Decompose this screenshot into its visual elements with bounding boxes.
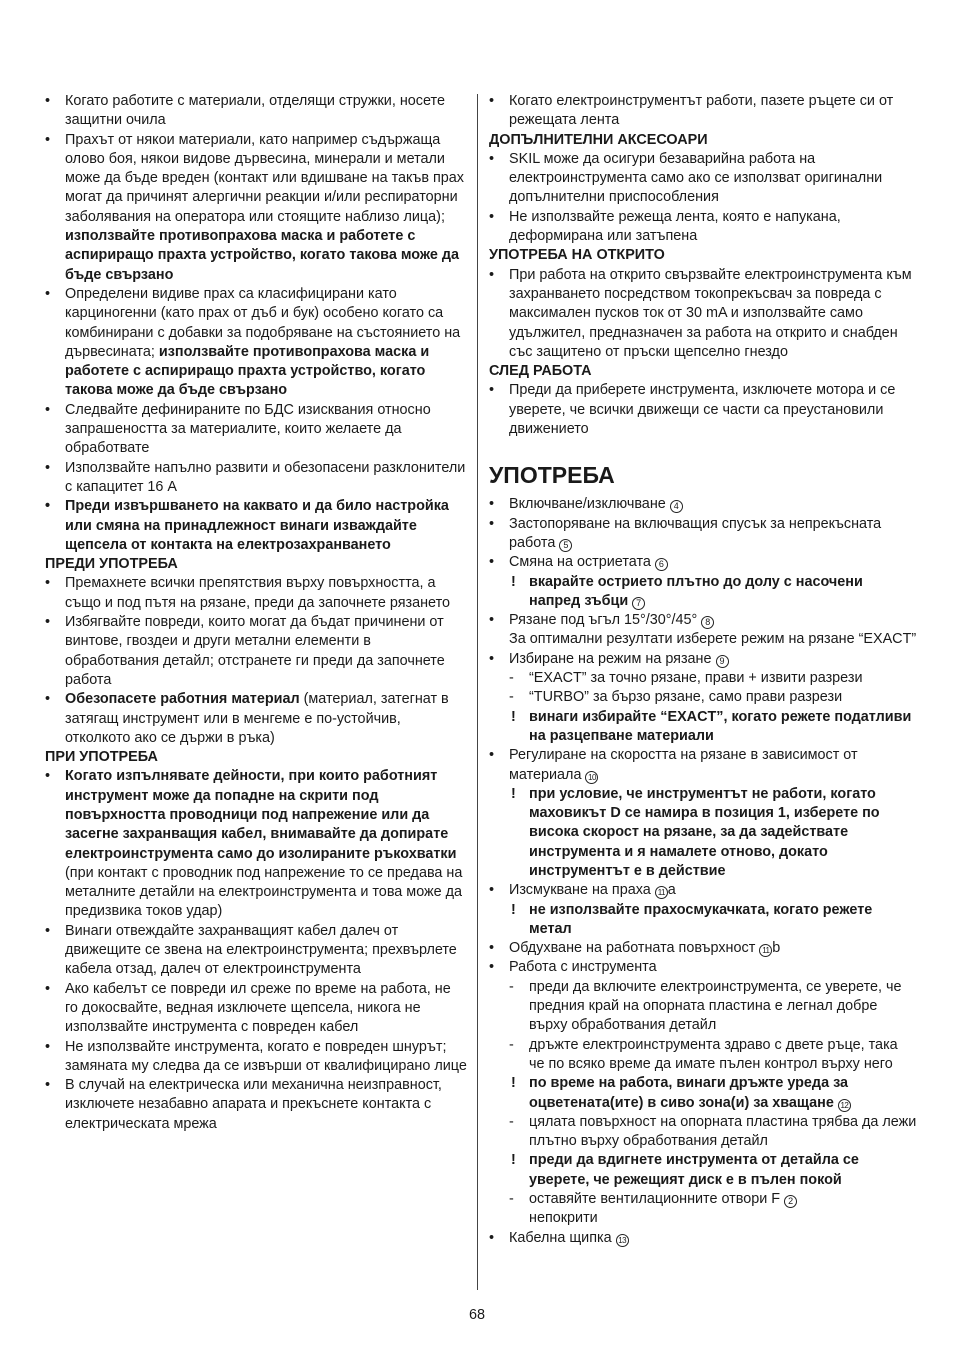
list-item: • Ако кабелът се повреди ил среже по време на работа, не го докосвайте, ведная изключете щепсела, никога не използвайте инструмента с повреден кабел <box>45 980 467 1038</box>
section-heading-accessories: ДОПЪЛНИТЕЛНИ АКСЕСОАРИ <box>489 131 708 148</box>
list-item: • Преди да приберете инструмента, изключете мотора и се уверете, че всички движещи се части са преустановили движението <box>489 381 917 439</box>
list-item: • Обдухване на работната повърхност 11 b <box>489 939 917 958</box>
figure-ref-number: 2 <box>784 1195 797 1208</box>
figure-ref-number: 12 <box>838 1099 851 1112</box>
list-item: • Рязане под ъгъл 15°/30°/45° 8 За оптимални резултати изберете режим на рязане “EXACT” <box>489 611 917 650</box>
figure-ref-number: 4 <box>670 500 683 513</box>
list-item: • Преди извършването на каквато и да било настройка или смяна на принадлежност винаги изваждайте щепсела от контакта на електрозахранването <box>45 497 467 555</box>
list-item: • Застопоряване на включващия спусък за непрекъсната работа 5 <box>489 515 917 554</box>
sub-item: - дръжте електроинструмента здраво с двете ръце, така че по всяко време да имате пълен контрол върху него <box>489 1036 917 1075</box>
list-item: • Избиране на режим на рязане 9 <box>489 650 917 669</box>
warning-item: ! по време на работа, винаги дръжте уреда за оцветената(ите) в сиво зона(и) за хващане 12 <box>489 1074 917 1113</box>
figure-ref-number: 5 <box>559 539 572 552</box>
page-number: 68 <box>468 1307 485 1323</box>
list-item: • Прахът от някои материали, като например съдържаща олово боя, някои видове дървесина, минерали и метали може да бъде вреден (контакт или вдишване на такъв прах могат да причинят алергични реакции и/или респираторни заболявания на оператора или стоящите наблизо лица); използвайте противопрахова маска и работете с аспириращо прахта устройство, когато такова може да бъде свързано <box>45 131 467 285</box>
warning-item: ! при условие, че инструментът не работи, когато маховикът D се намира в позиция 1, изберете по висока скорост на рязане, за да задействате инструмента и я намалете отново, докато инструментът е в действие <box>489 785 917 881</box>
sub-item: - преди да включите електроинструмента, се уверете, че предния край на опорната пластина е легнал добре върху обработвания детайл <box>489 978 917 1036</box>
page-title: УПОТРЕБА <box>489 462 615 489</box>
sub-item: - “TURBO” за бързо рязане, само прави разрези <box>489 688 917 707</box>
list-item: • Кабелна щипка 13 <box>489 1229 917 1248</box>
section-heading-during-use: ПРИ УПОТРЕБА <box>45 749 158 766</box>
list-item: • Обезопасете работния материал (материал, затегнат в затягащ инструмент или в менгеме е по-устойчив, отколкото ако се държи в ръка) <box>45 690 467 748</box>
list-item: • Определени видиве прах са класифицирани като карциногенни (като прах от дъб и бук) особено когато са комбинирани с добавки за подобряване на състоянието на дървесината; използвайте противопрахова маска и работете с аспириращо прахта устройство, когато такова може да бъде свързано <box>45 285 467 401</box>
list-item: • Работа с инструмента <box>489 958 917 977</box>
list-item: • Премахнете всички препятствия върху повърхността, а също и под пътя на рязане, преди да започнете рязането <box>45 574 467 613</box>
section-heading-outdoor: УПОТРЕБА НА ОТКРИТО <box>489 247 665 264</box>
warning-item: ! винаги избирайте “EXACT”, когато режете податливи на разцепване материали <box>489 708 917 747</box>
left-column <box>45 92 467 1134</box>
list-item: • Включване/изключване 4 <box>489 495 917 514</box>
list-item: • Регулиране на скоростта на рязане в зависимост от материала 10 <box>489 746 917 785</box>
figure-ref-number: 6 <box>655 558 668 571</box>
figure-ref-number: 10 <box>585 771 598 784</box>
figure-ref-number: 13 <box>616 1234 629 1247</box>
list-item: • Не използвайте инструмента, когато е повреден шнурът; замяната му следва да се извърши от квалифицирано лице <box>45 1038 467 1077</box>
list-item: • Винаги отвеждайте захранващият кабел далеч от движещите се звена на електроинструмента; прехвърлете кабела отзад, далеч от електроинструмента <box>45 922 467 980</box>
list-item: • Използвайте напълно развити и обезопасени разклонители с капацитет 16 A <box>45 459 467 498</box>
list-item: • Когато работите с материали, отделящи стружки, носете защитни очила <box>45 92 467 131</box>
list-item: • Избягвайте повреди, които могат да бъдат причинени от винтове, гвоздеи и други метални елементи в обработвания детайл; отстранете ги преди да започнете работа <box>45 613 467 690</box>
warning-item: ! преди да вдигнете инструмента от детайла се уверете, че режещият диск е в пълен покой <box>489 1151 917 1190</box>
section-heading-before-use: ПРЕДИ УПОТРЕБА <box>45 556 178 573</box>
warning-item: ! не използвайте прахосмукачката, когато режете метал <box>489 901 917 940</box>
list-item: • Когато изпълнявате дейности, при които работният инструмент може да попадне на скрити под повърхността проводници под напрежение или да засегне захранващия кабел, внимавайте да допирате електроинструмента само до изолираните ръкохватки (при контакт с проводник под напрежение то се предава на металните детайли на електроинструмента и това може да предизвика токов удар) <box>45 767 467 921</box>
right-column <box>489 92 917 1248</box>
figure-ref-number: 8 <box>701 616 714 629</box>
list-item: • Когато електроинструментът работи, пазете ръцете си от режещата лента <box>489 92 917 131</box>
sub-item: - “EXACT” за точно рязане, прави + извити разрези <box>489 669 917 688</box>
list-item: • При работа на открито свързвайте електроинструмента към захранването посредством токопрекъсвач за повреда с максимален пусков ток от 30 mA и използвайте само удължител, предназначен за работа на открито и снабден със защитено от пръски щепселно гнездо <box>489 266 917 362</box>
section-heading-after-work: СЛЕД РАБОТА <box>489 363 592 380</box>
list-item: • Не използвайте режеща лента, която е напукана, деформирана или затъпена <box>489 208 917 247</box>
figure-ref-number: 11 <box>655 886 668 899</box>
figure-ref-number: 9 <box>716 655 729 668</box>
list-item: • В случай на електрическа или механична неизправност, изключете незабавно апарата и прекъснете контакта с електрическата мрежа <box>45 1076 467 1134</box>
sub-item: - оставяйте вентилационните отвори F 2 непокрити <box>489 1190 917 1229</box>
list-item: • Смяна на остриетата 6 <box>489 553 917 572</box>
figure-ref-number: 7 <box>632 597 645 610</box>
column-divider <box>477 94 478 1290</box>
list-item: • Следвайте дефинираните по БДС изисквания относно запрашеността за материалите, които желаете да обработвате <box>45 401 467 459</box>
figure-ref-number: 11 <box>759 944 772 957</box>
sub-item: - цялата повърхност на опорната пластина трябва да лежи плътно върху обработвания детайл <box>489 1113 917 1152</box>
list-item: • SKIL може да осигури безаварийна работа на електроинструмента само ако се използват оригинални допълнителни приспособления <box>489 150 917 208</box>
warning-item: ! вкарайте острието плътно до долу с насочени напред зъбци 7 <box>489 573 917 612</box>
list-item: • Изсмукване на праха 11 a <box>489 881 917 900</box>
